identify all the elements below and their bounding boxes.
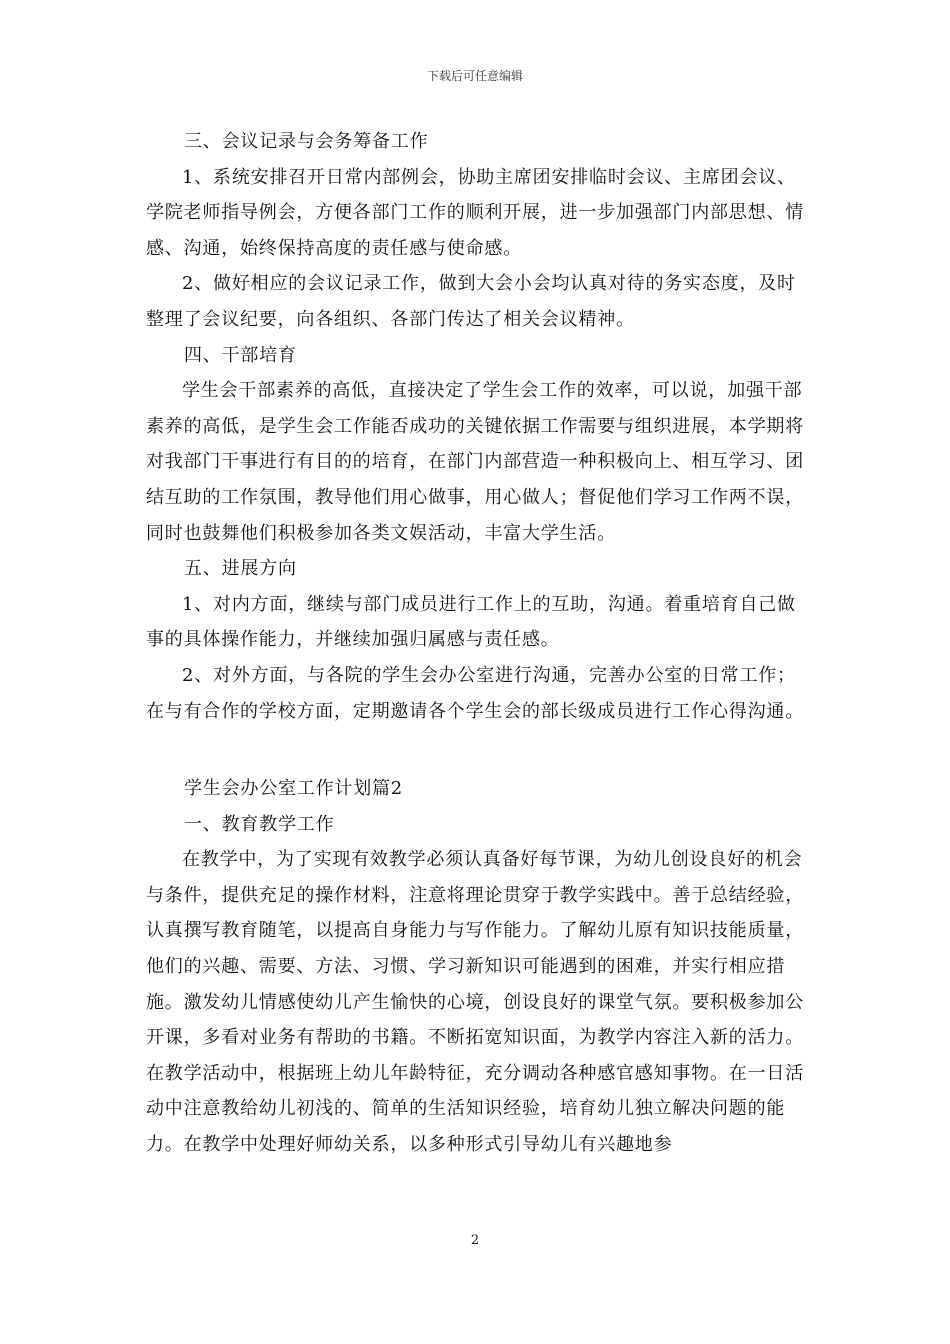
section-heading-teaching: 一、教育教学工作 bbox=[184, 813, 335, 835]
section-heading-training: 四、干部培育 bbox=[184, 344, 297, 366]
page-header: 下载后可任意编辑 bbox=[426, 69, 523, 83]
plan-title: 学生会办公室工作计划篇2 bbox=[184, 778, 404, 800]
paragraph: 2、做好相应的会议记录工作，做到大会小会均认真对待的务实态度，及时整理了会议纪要，向各组织、各部门传达了相关会议精神。 bbox=[146, 273, 796, 330]
section-heading-direction: 五、进展方向 bbox=[184, 558, 297, 580]
paragraph: 2、对外方面，与各院的学生会办公室进行沟通，完善办公室的日常工作；在与有合作的学校方面，定期邀请各个学生会的部长级成员进行工作心得沟通。 bbox=[146, 664, 804, 722]
spacer bbox=[146, 729, 808, 771]
paragraph: 1、对内方面，继续与部门成员进行工作上的互助，沟通。着重培育自己做事的具体操作能力，并继续加强归属感与责任感。 bbox=[146, 593, 796, 651]
page-number: 2 bbox=[470, 1233, 480, 1248]
document-body bbox=[146, 124, 808, 1163]
paragraph: 在教学中，为了实现有效教学必须认真备好每节课，为幼儿创设良好的机会与条件，提供充足的操作材料，注意将理论贯穿于教学实践中。善于总结经验，认真撰写教育随笔，以提高自身能力与写作能力。了解幼儿原有知识技能质量，他们的兴趣、需要、方法、习惯、学习新知识可能遇到的困难，并实行相应措施。激发幼儿情感使幼儿产生愉快的心境，创设良好的课堂气氛。要积极参加公开课，多看对业务有帮助的书籍。不断拓宽知识面，为教学内容注入新的活力。在教学活动中，根据班上幼儿年龄特征，充分调动各种感官感知事物。在一日活动中注意教给幼儿初浅的、简单的生活知识经验，培育幼儿独立解决问题的能力。在教学中处理好师幼关系，以多种形式引导幼儿有兴趣地参 bbox=[146, 849, 804, 1156]
paragraph: 1、系统安排召开日常内部例会，协助主席团安排临时会议、主席团会议、学院老师指导例会，方便各部门工作的顺利开展，进一步加强部门内部思想、情感、沟通，始终保持高度的责任感与使命感。 bbox=[146, 166, 804, 259]
section-heading-meeting: 三、会议记录与会务筹备工作 bbox=[184, 131, 429, 152]
paragraph: 学生会干部素养的高低，直接决定了学生会工作的效率，可以说，加强干部素养的高低，是学生会工作能否成功的关键依据工作需要与组织进展，本学期将对我部门干事进行有目的的培育，在部门内部营造一种积极向上、相互学习、团结互助的工作氛围，教导他们用心做事，用心做人；督促他们学习工作两不误，同时也鼓舞他们积极参加各类文娱活动，丰富大学生活。 bbox=[146, 380, 804, 544]
